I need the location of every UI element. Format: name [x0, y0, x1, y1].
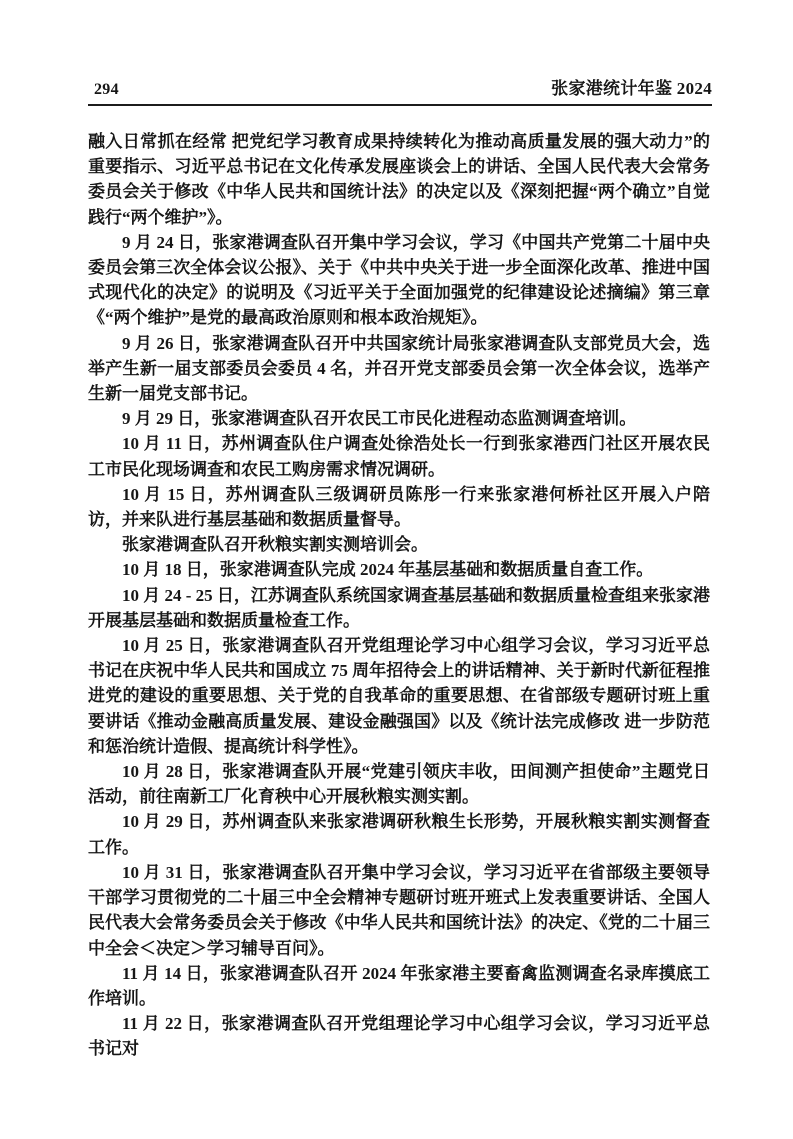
chronicle-paragraph: 10 月 24 - 25 日，江苏调查队系统国家调查基层基础和数据质量检查组来张家港开展基层基础和数据质量检查工作。 [88, 585, 710, 630]
chronicle-paragraph: 11 月 14 日，张家港调查队召开 2024 年张家港主要畜禽监测调查名录库摸底工作培训。 [88, 963, 710, 1008]
chronicle-paragraph: 9 月 24 日，张家港调查队召开集中学习会议，学习《中国共产党第二十届中央委员会第三次全体会议公报》、关于《中共中央关于进一步全面深化改革、推进中国式现代化的决定》的说明及《习近平关于全面加强党的纪律建设论述摘编》第三章《“两个维护”是党的最高政治原则和根本政治规矩》。 [88, 232, 710, 328]
chronicle-paragraph: 融入日常抓在经常 把党纪学习教育成果持续转化为推动高质量发展的强大动力”的重要指示、习近平总书记在文化传承发展座谈会上的讲话、全国人民代表大会常务委员会关于修改《中华人民共和国统计法》的决定以及《深刻把握“两个确立”自觉践行“两个维护”》。 [88, 132, 710, 227]
chronicle-paragraph: 10 月 29 日，苏州调查队来张家港调研秋粮生长形势，开展秋粮实割实测督查工作。 [88, 812, 710, 857]
page-header [88, 70, 712, 106]
chronicle-paragraph: 9 月 29 日，张家港调查队召开农民工市民化进程动态监测调查培训。 [122, 409, 637, 429]
chronicle-paragraph: 10 月 11 日，苏州调查队住户调查处徐浩处长一行到张家港西门社区开展农民工市民化现场调查和农民工购房需求情况调研。 [88, 434, 710, 479]
chronicle-paragraph: 10 月 18 日，张家港调查队完成 2024 年基层基础和数据质量自查工作。 [122, 560, 654, 580]
chronicle-paragraph: 9 月 26 日，张家港调查队召开中共国家统计局张家港调查队支部党员大会，选举产生新一届支部委员会委员 4 名，并召开党支部委员会第一次全体会议，选举产生新一届党支部书记。 [88, 333, 710, 404]
book-title: 张家港统计年鉴 2024 [551, 79, 712, 98]
chronicle-paragraph: 10 月 31 日，张家港调查队召开集中学习会议，学习习近平在省部级主要领导干部学习贯彻党的二十届三中全会精神专题研讨班开班式上发表重要讲话、全国人民代表大会常务委员会关于修改《中华人民共和国统计法》的决定、《党的二十届三中全会＜决定＞学习辅导百问》。 [88, 862, 710, 958]
chronicle-paragraph: 10 月 15 日，苏州调查队三级调研员陈彤一行来张家港何桥社区开展入户陪访，并来队进行基层基础和数据质量督导。 [88, 484, 710, 530]
chronicle-text-block [88, 129, 710, 1062]
chronicle-paragraph: 10 月 25 日，张家港调查队召开党组理论学习中心组学习会议，学习习近平总书记在庆祝中华人民共和国成立 75 周年招待会上的讲话精神、关于新时代新征程推进党的建设的重要思想、关于党的自我革命的重要思想、在省部级专题研讨班上重要讲话《推动金融高质量发展、建设金融强国》以及《统计法完成修改 进一步防范和惩治统计造假、提高统计科学性》。 [88, 636, 710, 756]
chronicle-paragraph: 11 月 22 日，张家港调查队召开党组理论学习中心组学习会议，学习习近平总书记对 [88, 1014, 710, 1059]
page-number: 294 [94, 81, 119, 98]
chronicle-paragraph: 10 月 28 日，张家港调查队开展“党建引领庆丰收，田间测产担使命”主题党日活动，前往南新工厂化育秧中心开展秋粮实测实割。 [88, 762, 710, 807]
chronicle-paragraph: 张家港调查队召开秋粮实割实测培训会。 [122, 535, 428, 555]
